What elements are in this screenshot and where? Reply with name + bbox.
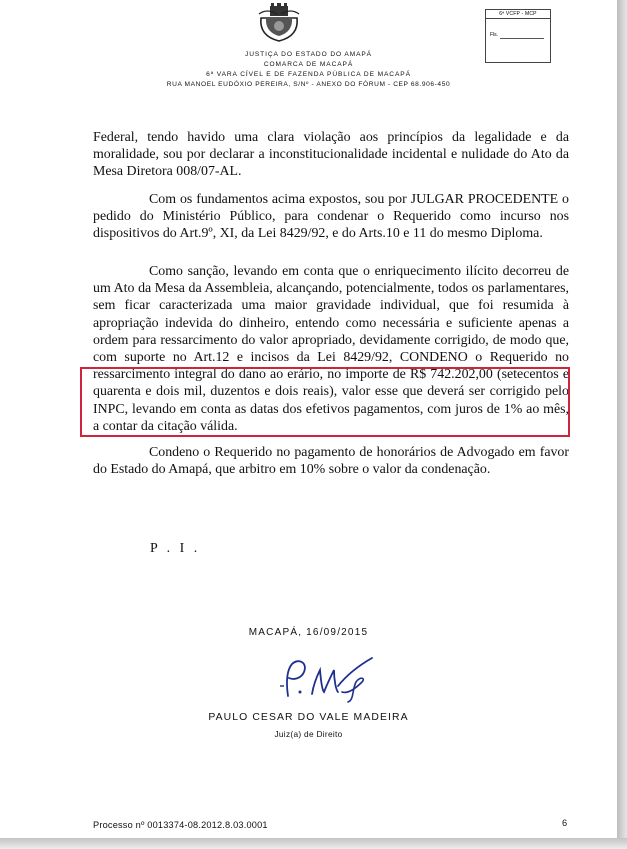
judge-role: Juiz(a) de Direito <box>274 729 343 739</box>
judge-name: PAULO CESAR DO VALE MADEIRA <box>208 712 409 723</box>
paragraph-fees: Condeno o Requerido no pagamento de honorários de Advogado em favor do Estado do Amapá, que arbitro em 10% sobre o valor da condenação. <box>93 445 569 478</box>
paragraph-judgment: Com os fundamentos acima expostos, sou por JULGAR PROCEDENTE o pedido do Ministério Público, para condenar o Requerido como incurso nos dispositivos do Art.9º, XI, da Lei 8429/92, e do Arts.10 e 11 do mesmo Diploma. <box>93 192 569 242</box>
stamp-fls-label: Fls. <box>490 32 499 38</box>
header-court-name: JUSTIÇA DO ESTADO DO AMAPÁ <box>245 51 372 58</box>
process-number: Processo nº 0013374-08.2012.8.03.0001 <box>93 820 268 830</box>
page-number: 6 <box>562 818 568 828</box>
page-shadow-bottom <box>0 838 627 849</box>
header-address: RUA MANOEL EUDÓXIO PEREIRA, S/Nº - ANEXO DO FÓRUM - CEP 68.906-450 <box>166 81 451 88</box>
handwritten-signature <box>276 652 386 704</box>
paragraph-sanction: Como sanção, levando em conta que o enriquecimento ilícito decorreu de um Ato da Mesa da Assembleia, alcançando, potencialmente, todos os parlamentares, sem ficar caracterizada uma maior gravidade individual, que foi resumida à apropriação indevida do dinheiro, entendo como necessária e suficiente apenas a ordem para ressarcimento do valor apropriado, devidamente corrigido, de modo que, com suporte no Art.12 e incisos da Lei 8429/92, CONDENO o Requerido no ressarcimento integral do dano ao erário, no importe de R$ 742.202,00 (setecentos e quarenta e dois mil, duzentos e dois reais), valor esse que deverá ser corrigido pelo INPC, levando em conta as datas dos efetivos pagamentos, com juros de 1% ao mês, a contar da citação válida. <box>93 264 569 434</box>
paragraph-nullity: Federal, tendo havido uma clara violação aos princípios da legalidade e da moralidade, sou por declarar a inconstitucionalidade incidental e nulidade do Ato da Mesa Diretora 008/07-AL. <box>93 130 569 180</box>
highlight-box <box>80 367 570 437</box>
header-court-division: 6ª VARA CÍVEL E DE FAZENDA PÚBLICA DE MACAPÁ <box>206 71 411 78</box>
signature-date: MACAPÁ, 16/09/2015 <box>248 627 369 638</box>
stamp-fls-line <box>500 38 544 39</box>
publish-notice: P . I . <box>150 541 201 556</box>
stamp-title: 6ª VCFP - MCP <box>486 10 550 19</box>
page-shadow-right <box>617 0 627 849</box>
header-district: COMARCA DE MACAPÁ <box>263 61 354 68</box>
coat-of-arms-icon <box>257 2 301 42</box>
